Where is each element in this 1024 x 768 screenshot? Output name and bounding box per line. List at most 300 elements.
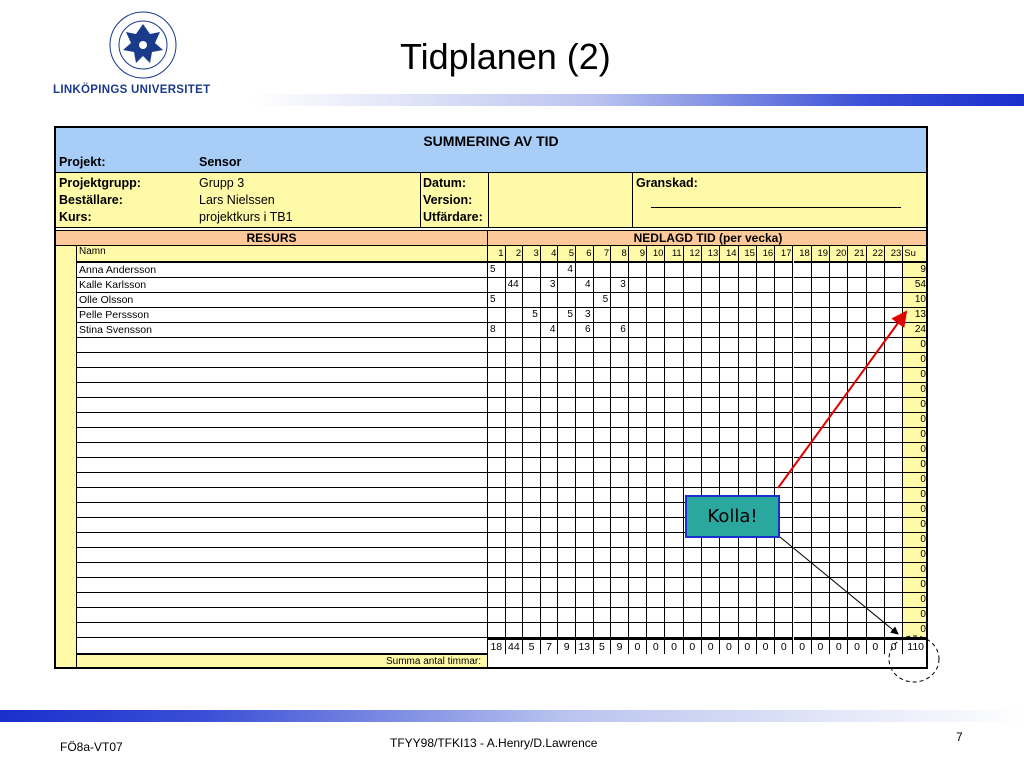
hours-cell	[794, 308, 812, 323]
summa-cell: 0	[647, 638, 665, 654]
hours-cell	[684, 608, 702, 623]
hours-cell	[684, 398, 702, 413]
hours-cell	[885, 338, 903, 353]
hours-cell	[506, 488, 524, 503]
hours-cell	[848, 353, 866, 368]
hours-cell: 5	[558, 308, 576, 323]
hours-cell	[739, 428, 757, 443]
hours-cell	[558, 338, 576, 353]
hours-cell	[488, 593, 506, 608]
hours-cell	[812, 458, 830, 473]
hours-cell: 3	[541, 278, 559, 293]
su-cell: 0	[903, 518, 928, 533]
hours-cell	[739, 383, 757, 398]
hours-cell	[739, 398, 757, 413]
hours-cell	[739, 293, 757, 308]
hours-cell	[576, 548, 594, 563]
hours-cell	[594, 518, 612, 533]
hours-cell	[558, 323, 576, 338]
hours-cell	[885, 518, 903, 533]
hours-cell	[665, 578, 683, 593]
su-cell: 0	[903, 353, 928, 368]
summa-cell: 0	[665, 638, 683, 654]
hours-cell	[541, 578, 559, 593]
projektgrupp-label: Projektgrupp:	[59, 176, 141, 190]
su-cell: 0	[903, 533, 928, 548]
name-cell	[77, 593, 487, 608]
hours-cell	[848, 533, 866, 548]
hours-cell	[757, 338, 775, 353]
hours-cell	[576, 563, 594, 578]
hours-cell	[794, 533, 812, 548]
hours-cell: 5	[594, 293, 612, 308]
hours-cell	[684, 308, 702, 323]
hours-cell	[812, 353, 830, 368]
summa-row	[77, 653, 488, 669]
hours-cell	[523, 623, 541, 638]
hours-cell	[848, 338, 866, 353]
hours-cell	[739, 623, 757, 638]
hours-cell	[757, 383, 775, 398]
hours-cell	[611, 533, 629, 548]
hours-cell	[867, 278, 885, 293]
hours-cell	[665, 398, 683, 413]
hours-cell	[611, 308, 629, 323]
hours-cell	[488, 533, 506, 548]
hours-cell	[867, 458, 885, 473]
hours-cell	[720, 293, 738, 308]
hours-cell	[558, 413, 576, 428]
hours-cell	[541, 563, 559, 578]
hours-cell	[830, 548, 848, 563]
granskad-label: Granskad:	[636, 176, 698, 190]
hours-cell	[830, 293, 848, 308]
hours-cell	[775, 413, 793, 428]
hours-cell	[523, 368, 541, 383]
hours-cell	[812, 563, 830, 578]
name-cell	[77, 518, 487, 533]
su-cell: 0	[903, 428, 928, 443]
hours-cell	[775, 278, 793, 293]
hours-cell	[611, 503, 629, 518]
name-cell	[77, 503, 487, 518]
hours-cell	[629, 533, 647, 548]
hours-cell	[647, 608, 665, 623]
hours-cell	[830, 503, 848, 518]
hours-cell	[506, 338, 524, 353]
hours-cell	[611, 623, 629, 638]
hours-cell	[739, 368, 757, 383]
hours-cell	[867, 443, 885, 458]
bestallare-value: Lars Nielssen	[199, 193, 275, 207]
hours-cell	[739, 473, 757, 488]
version-label: Version:	[423, 193, 473, 207]
hours-cell	[848, 623, 866, 638]
hours-cell	[629, 623, 647, 638]
hours-cell	[757, 443, 775, 458]
hours-cell	[558, 353, 576, 368]
projekt-value: Sensor	[199, 155, 242, 169]
header-gradient-bar	[250, 94, 1024, 106]
hours-cell	[830, 323, 848, 338]
hours-cell	[665, 428, 683, 443]
nedlagd-tid-header-text: NEDLAGD TID (per vecka)	[633, 231, 783, 245]
hours-cell	[684, 413, 702, 428]
hours-cell	[558, 608, 576, 623]
hours-cell	[794, 608, 812, 623]
week-header-7: 7	[594, 246, 612, 263]
hours-cell	[576, 458, 594, 473]
hours-cell	[812, 443, 830, 458]
names-column	[77, 263, 488, 653]
hours-cell	[702, 548, 720, 563]
su-cell: 0	[903, 593, 928, 608]
hours-cell	[812, 578, 830, 593]
hours-cell	[594, 398, 612, 413]
hours-cell	[812, 368, 830, 383]
hours-cell	[523, 383, 541, 398]
hours-cell	[720, 458, 738, 473]
hours-cell	[739, 458, 757, 473]
hours-cell	[665, 383, 683, 398]
university-logo	[50, 10, 240, 94]
hours-cell	[684, 443, 702, 458]
hours-cell	[812, 593, 830, 608]
hours-cell	[576, 368, 594, 383]
hours-cell	[757, 473, 775, 488]
hours-cell	[867, 533, 885, 548]
hours-cell	[885, 458, 903, 473]
hours-cell	[867, 473, 885, 488]
hours-cell	[794, 338, 812, 353]
hours-cell	[702, 593, 720, 608]
hours-cell	[830, 338, 848, 353]
hours-cell	[830, 578, 848, 593]
hours-cell	[594, 608, 612, 623]
hours-cell	[775, 398, 793, 413]
hours-cell: 4	[541, 323, 559, 338]
hours-cell	[558, 518, 576, 533]
resurs-header	[56, 230, 488, 246]
hours-cell	[867, 263, 885, 278]
hours-cell	[506, 623, 524, 638]
name-cell	[77, 608, 487, 623]
hours-cell	[611, 368, 629, 383]
hours-cell	[885, 323, 903, 338]
week-header-13: 13	[702, 246, 720, 263]
hours-cell	[794, 563, 812, 578]
hours-cell	[867, 353, 885, 368]
hours-cell	[812, 488, 830, 503]
hours-cell	[594, 503, 612, 518]
hours-cell	[794, 383, 812, 398]
hours-cell	[647, 563, 665, 578]
hours-cell	[720, 308, 738, 323]
hours-cell	[647, 383, 665, 398]
hours-cell	[684, 563, 702, 578]
hours-cell: 8	[488, 323, 506, 338]
hours-cell	[665, 533, 683, 548]
hours-cell	[594, 563, 612, 578]
hours-cell	[488, 563, 506, 578]
week-header-10: 10	[647, 246, 665, 263]
hours-cell	[684, 368, 702, 383]
hours-cell	[488, 383, 506, 398]
hours-cell	[867, 383, 885, 398]
hours-cell	[848, 488, 866, 503]
hours-cell	[506, 263, 524, 278]
hours-cell	[775, 383, 793, 398]
hours-cell	[523, 413, 541, 428]
hours-cell	[720, 623, 738, 638]
hours-cell	[684, 623, 702, 638]
hours-cell	[885, 368, 903, 383]
hours-cell	[684, 338, 702, 353]
hours-cell	[794, 503, 812, 518]
hours-cell	[867, 488, 885, 503]
hours-cell	[867, 563, 885, 578]
su-cell: 0	[903, 503, 928, 518]
su-cell: 0	[903, 488, 928, 503]
hours-cell	[488, 473, 506, 488]
info-divider	[632, 173, 633, 228]
hours-cell	[506, 383, 524, 398]
hours-cell	[488, 398, 506, 413]
hours-cell	[775, 473, 793, 488]
hours-cell	[848, 443, 866, 458]
name-cell: Kalle Karlsson	[77, 278, 487, 293]
week-header-5: 5	[558, 246, 576, 263]
hours-cell	[684, 578, 702, 593]
hours-cell	[830, 473, 848, 488]
hours-cell	[702, 458, 720, 473]
hours-cell	[506, 593, 524, 608]
hours-cell	[720, 278, 738, 293]
hours-cell	[684, 593, 702, 608]
hours-cell	[848, 608, 866, 623]
hours-cell	[848, 578, 866, 593]
hours-cell	[775, 353, 793, 368]
hours-cell	[775, 608, 793, 623]
hours-cell	[702, 473, 720, 488]
hours-cell	[647, 413, 665, 428]
hours-cell	[611, 413, 629, 428]
hours-cell	[523, 323, 541, 338]
hours-cell	[558, 368, 576, 383]
hours-cell	[576, 608, 594, 623]
hours-cell	[647, 428, 665, 443]
hours-cell	[885, 488, 903, 503]
week-header-22: 22	[867, 246, 885, 263]
su-cell: 0	[903, 338, 928, 353]
hours-cell	[867, 413, 885, 428]
page-number: 7	[956, 730, 963, 744]
hours-cell	[757, 593, 775, 608]
hours-cell	[848, 563, 866, 578]
hours-cell	[488, 428, 506, 443]
hours-cell	[506, 293, 524, 308]
name-cell: Olle Olsson	[77, 293, 487, 308]
name-cell	[77, 458, 487, 473]
hours-cell	[830, 383, 848, 398]
hours-cell	[523, 458, 541, 473]
hours-cell	[665, 473, 683, 488]
summa-cell: 0	[757, 638, 775, 654]
su-cell: 0	[903, 383, 928, 398]
hours-cell	[594, 428, 612, 443]
hours-cell	[794, 548, 812, 563]
summa-cell: 0	[885, 638, 903, 654]
hours-cell	[558, 578, 576, 593]
hours-cell	[541, 623, 559, 638]
hours-cell	[506, 323, 524, 338]
hours-cell	[867, 503, 885, 518]
hours-cell	[812, 278, 830, 293]
week-header-23: 23	[885, 246, 903, 263]
utfardare-label: Utfärdare:	[423, 210, 483, 224]
hours-cell	[830, 593, 848, 608]
summa-cell: 5	[523, 638, 541, 654]
projektgrupp-value: Grupp 3	[199, 176, 245, 190]
hours-cell	[739, 353, 757, 368]
hours-cell	[629, 308, 647, 323]
hours-cell	[830, 608, 848, 623]
summa-cell: 5	[594, 638, 612, 654]
hours-cell	[665, 338, 683, 353]
hours-cell	[885, 383, 903, 398]
hours-cell	[488, 578, 506, 593]
su-header: Su	[903, 246, 928, 263]
hours-cell	[541, 488, 559, 503]
hours-cell	[611, 548, 629, 563]
hours-cell: 5	[488, 293, 506, 308]
hours-cell	[867, 293, 885, 308]
hours-cell	[611, 608, 629, 623]
logo-wordmark: LINKÖPINGS UNIVERSITET	[53, 84, 211, 96]
week-header-19: 19	[812, 246, 830, 263]
hours-cell	[812, 428, 830, 443]
su-cell: 0	[903, 623, 928, 638]
hours-cell	[647, 473, 665, 488]
hours-cell	[794, 293, 812, 308]
hours-cell	[665, 608, 683, 623]
week-header-11: 11	[665, 246, 683, 263]
hours-cell: 4	[576, 278, 594, 293]
hours-cell	[541, 428, 559, 443]
hours-cell	[812, 383, 830, 398]
hours-cell	[523, 443, 541, 458]
hours-cell	[702, 263, 720, 278]
hours-cell	[523, 278, 541, 293]
signature-line	[651, 207, 901, 208]
hours-cell	[629, 383, 647, 398]
hours-cell: 6	[576, 323, 594, 338]
hours-cell	[775, 443, 793, 458]
hours-cell	[647, 593, 665, 608]
hours-cell	[757, 428, 775, 443]
hours-cell	[702, 428, 720, 443]
hours-cell	[757, 623, 775, 638]
hours-cell	[830, 623, 848, 638]
hours-cell	[720, 548, 738, 563]
week-header-17: 17	[775, 246, 793, 263]
su-cell: 24	[903, 323, 928, 338]
hours-cell	[739, 608, 757, 623]
name-cell: Pelle Perssson	[77, 308, 487, 323]
hours-cell	[885, 398, 903, 413]
hours-cell	[629, 503, 647, 518]
hours-cell	[830, 428, 848, 443]
hours-cell	[488, 518, 506, 533]
hours-cell	[629, 548, 647, 563]
hours-cell	[702, 293, 720, 308]
summa-cell: 0	[629, 638, 647, 654]
su-cell: 9	[903, 263, 928, 278]
hours-cell	[523, 608, 541, 623]
hours-cell	[541, 473, 559, 488]
hours-cell	[576, 353, 594, 368]
hours-cell	[594, 368, 612, 383]
hours-cell	[488, 548, 506, 563]
name-cell	[77, 488, 487, 503]
hours-cell	[794, 518, 812, 533]
resurs-header-text: RESURS	[246, 231, 297, 245]
hours-cell	[739, 563, 757, 578]
hours-cell	[647, 398, 665, 413]
hours-cell	[523, 473, 541, 488]
hours-cell	[702, 563, 720, 578]
hours-cell	[757, 413, 775, 428]
hours-cell	[576, 443, 594, 458]
hours-cell	[775, 563, 793, 578]
hours-cell	[647, 368, 665, 383]
hours-cell	[523, 338, 541, 353]
hours-cell	[558, 458, 576, 473]
hours-cell	[684, 353, 702, 368]
hours-cell	[541, 443, 559, 458]
hours-cell	[684, 293, 702, 308]
week-header-12: 12	[684, 246, 702, 263]
hours-cell	[647, 548, 665, 563]
hours-cell	[594, 458, 612, 473]
hours-cell	[702, 368, 720, 383]
hours-cell: 44	[506, 278, 524, 293]
info-divider	[420, 173, 421, 228]
hours-cell	[885, 533, 903, 548]
hours-cell	[867, 323, 885, 338]
hours-cell	[665, 368, 683, 383]
hours-cell	[541, 518, 559, 533]
hours-cell	[830, 443, 848, 458]
name-cell	[77, 368, 487, 383]
name-cell	[77, 548, 487, 563]
hours-cell	[739, 338, 757, 353]
hours-cell	[594, 308, 612, 323]
hours-cell	[885, 563, 903, 578]
hours-cell	[794, 578, 812, 593]
name-cell	[77, 338, 487, 353]
hours-cell	[794, 263, 812, 278]
hours-cell	[812, 623, 830, 638]
hours-cell	[720, 353, 738, 368]
name-cell	[77, 623, 487, 638]
hours-cell	[848, 368, 866, 383]
hours-cell	[558, 503, 576, 518]
hours-cell	[702, 608, 720, 623]
hours-cell	[757, 548, 775, 563]
hours-cell	[830, 563, 848, 578]
hours-cell	[541, 338, 559, 353]
